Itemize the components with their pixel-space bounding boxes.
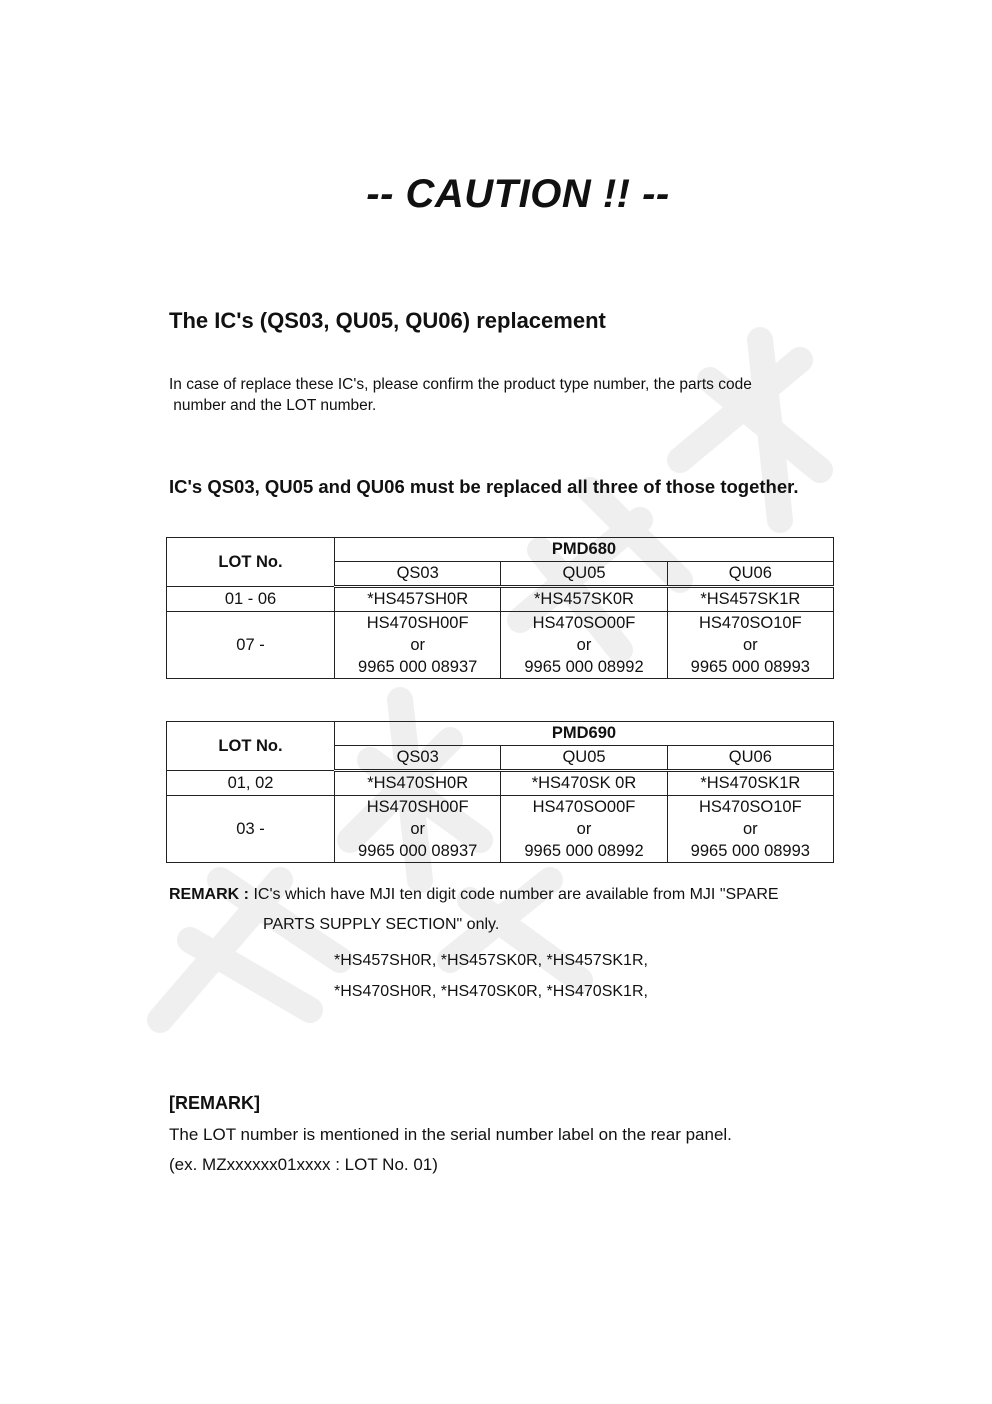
part-cell bbox=[501, 796, 667, 863]
model-header: PMD680 bbox=[335, 538, 834, 562]
remark-block-line-2: (ex. MZxxxxxx01xxxx : LOT No. 01) bbox=[169, 1155, 438, 1174]
part-cell bbox=[667, 796, 833, 863]
part-cell: *HS470SH0R bbox=[335, 771, 501, 796]
model-header: PMD690 bbox=[335, 722, 834, 746]
intro-line: number and the LOT number. bbox=[169, 397, 377, 414]
part-code: HS470SO10F bbox=[698, 798, 802, 816]
part-code: HS470SH00F bbox=[366, 614, 469, 632]
remark-line-2: PARTS SUPPLY SECTION" only. bbox=[263, 916, 500, 933]
pmd680-table bbox=[166, 537, 834, 679]
part-cell: *HS457SH0R bbox=[335, 587, 501, 612]
part-code: HS470SO00F bbox=[532, 614, 636, 632]
pmd690-table bbox=[166, 721, 834, 863]
column-header: QU05 bbox=[501, 746, 667, 771]
table-row bbox=[167, 612, 834, 679]
remark-block-title: [REMARK] bbox=[169, 1093, 260, 1113]
or-text: or bbox=[410, 820, 425, 838]
intro-text bbox=[169, 374, 752, 416]
column-header: QU05 bbox=[501, 562, 667, 587]
intro-line: In case of replace these IC's, please confirm the product type number, the parts code bbox=[169, 376, 752, 393]
part-code: HS470SH00F bbox=[366, 798, 469, 816]
part-cell: *HS457SK0R bbox=[501, 587, 667, 612]
part-code: HS470SO10F bbox=[698, 614, 802, 632]
replacement-notice: IC's QS03, QU05 and QU06 must be replaced all three of those together. bbox=[169, 476, 799, 497]
or-text: or bbox=[742, 636, 758, 654]
remark-block-line-1: The LOT number is mentioned in the serial number label on the rear panel. bbox=[169, 1125, 732, 1144]
column-header: QU06 bbox=[667, 746, 833, 771]
remark-text: IC's which have MJI ten digit code number are available from MJI "SPARE bbox=[249, 886, 779, 903]
mji-code: 9965 000 08993 bbox=[690, 842, 810, 860]
or-text: or bbox=[742, 820, 758, 838]
part-cell: *HS457SK1R bbox=[667, 587, 833, 612]
part-cell: *HS470SK 0R bbox=[501, 771, 667, 796]
table-row bbox=[167, 796, 834, 863]
mji-code: 9965 000 08993 bbox=[690, 658, 810, 676]
or-text: or bbox=[576, 820, 592, 838]
lot-no-header: LOT No. bbox=[167, 538, 335, 587]
part-cell bbox=[667, 612, 833, 679]
lot-no-header: LOT No. bbox=[167, 722, 335, 771]
section-heading: The IC's (QS03, QU05, QU06) replacement bbox=[169, 308, 606, 333]
mji-code: 9965 000 08937 bbox=[358, 842, 478, 860]
lot-cell: 07 - bbox=[167, 612, 335, 679]
column-header: QU06 bbox=[667, 562, 833, 587]
part-cell: *HS470SK1R bbox=[667, 771, 833, 796]
part-cell bbox=[335, 612, 501, 679]
or-text: or bbox=[410, 636, 425, 654]
page-title: -- CAUTION !! -- bbox=[366, 172, 670, 216]
or-text: or bbox=[576, 636, 592, 654]
mji-code: 9965 000 08992 bbox=[524, 658, 644, 676]
lot-cell: 01 - 06 bbox=[167, 587, 335, 612]
lot-cell: 03 - bbox=[167, 796, 335, 863]
remark-line-1 bbox=[169, 886, 779, 904]
part-cell bbox=[501, 612, 667, 679]
part-code: HS470SO00F bbox=[532, 798, 636, 816]
remark-codes-1: *HS457SH0R, *HS457SK0R, *HS457SK1R, bbox=[334, 952, 648, 969]
table-row bbox=[167, 587, 834, 612]
column-header: QS03 bbox=[335, 746, 501, 771]
remark-label: REMARK : bbox=[169, 886, 249, 903]
lot-cell: 01, 02 bbox=[167, 771, 335, 796]
mji-code: 9965 000 08992 bbox=[524, 842, 644, 860]
remark-codes-2: *HS470SH0R, *HS470SK0R, *HS470SK1R, bbox=[334, 983, 648, 1000]
table-row bbox=[167, 771, 834, 796]
column-header: QS03 bbox=[335, 562, 501, 587]
part-cell bbox=[335, 796, 501, 863]
mji-code: 9965 000 08937 bbox=[358, 658, 478, 676]
